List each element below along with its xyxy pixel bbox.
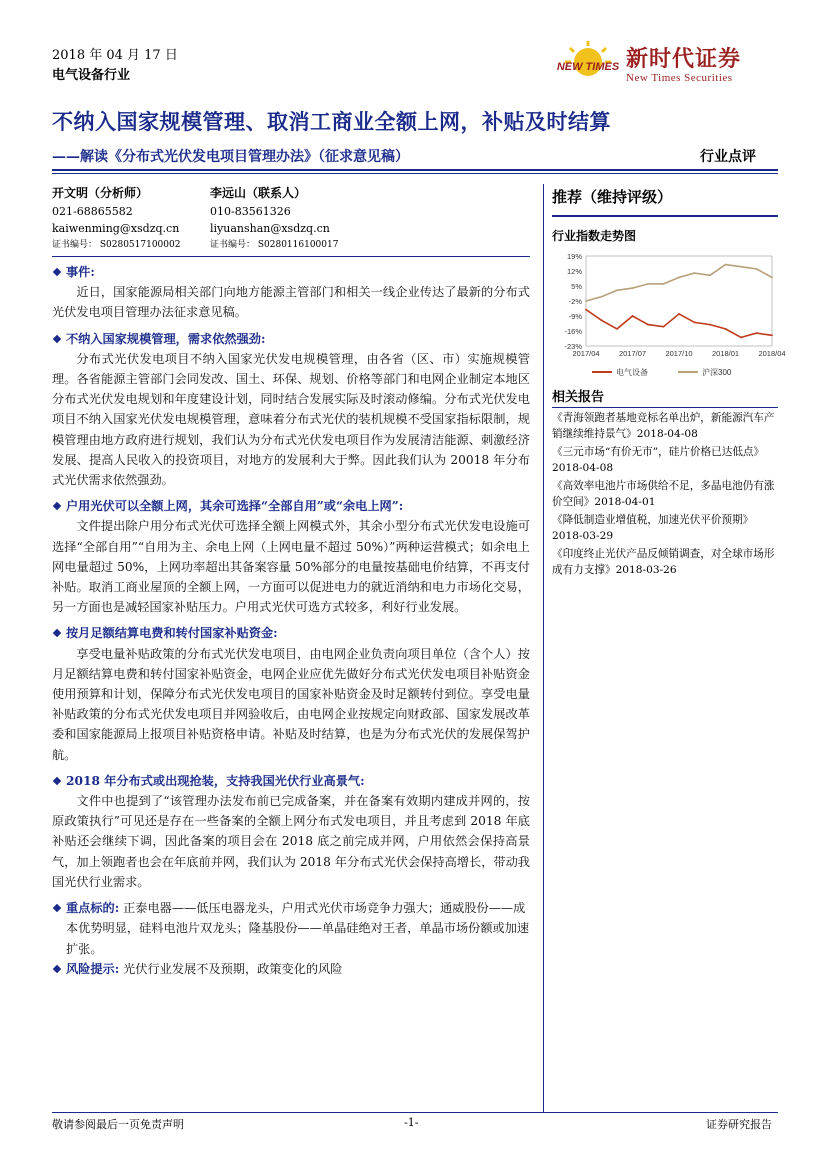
report-date: 2018-04-01 [594, 496, 656, 508]
report-date: 2018-03-26 [615, 564, 677, 576]
analyst-1 [52, 186, 180, 252]
stocks-head: 重点标的: [66, 901, 120, 916]
report-date: 2018-04-08 [552, 462, 614, 474]
section-head: 事件: [52, 262, 530, 282]
data-point [678, 277, 680, 279]
data-point [647, 324, 649, 326]
column-divider [543, 184, 544, 1112]
x-tick-label: 2018/04 [758, 349, 786, 358]
footer-type: 证券研究报告 [706, 1118, 772, 1131]
industry-label: 电气设备行业 [52, 68, 131, 83]
y-tick-label: 5% [571, 282, 582, 291]
report-item[interactable] [552, 546, 778, 578]
section-2018 [52, 771, 530, 892]
data-point [725, 328, 727, 330]
y-tick-label: -9% [568, 312, 582, 321]
analyst-2 [210, 186, 338, 252]
stocks-text: 正泰电器——低压电器龙头，户用式光伏市场竞争力强大；通威股份——成本优势明显，硅料电池片双龙头；隆基股份——单晶硅绝对王者，单晶市场份额或加速扩张。 [66, 901, 530, 956]
chart-title: 行业指数走势图 [552, 229, 637, 243]
section-settlement [52, 623, 530, 764]
y-tick-label: 19% [566, 252, 582, 261]
analyst-phone: 021-68865582 [52, 205, 133, 218]
data-point [709, 274, 711, 276]
logo-company-en: New Times Securities [626, 72, 733, 84]
sidebar [552, 184, 786, 578]
x-tick-label: 2017/10 [665, 349, 693, 358]
report-item[interactable] [552, 410, 778, 442]
logo [556, 40, 620, 90]
rating: 推荐（维持评级） [552, 188, 673, 206]
data-point [601, 296, 603, 298]
report-item[interactable] [552, 512, 778, 544]
report-title: 不纳入国家规模管理、取消工商业全额上网，补贴及时结算 [52, 109, 611, 134]
report-title[interactable]: 《降低制造业增值税，加速光伏平价预期》 [552, 514, 754, 526]
logo-badge: NEW TIMES [556, 61, 620, 73]
related-reports [552, 410, 778, 578]
data-point [709, 324, 711, 326]
section-risk [52, 959, 530, 979]
footer-disclaimer: 敬请参阅最后一页免责声明 [52, 1118, 184, 1131]
report-date: 2018-03-29 [552, 530, 614, 542]
legend-label: 电气设备 [616, 368, 648, 377]
data-point [647, 283, 649, 285]
analyst-name: 李远山（联系人） [210, 186, 307, 200]
data-point [585, 300, 587, 302]
data-point [756, 332, 758, 334]
risk-head: 风险提示: [66, 961, 120, 976]
data-point [678, 313, 680, 315]
data-point [725, 264, 727, 266]
legend-label: 沪深300 [702, 368, 732, 377]
section-head: 按月足额结算电费和转付国家补贴资金: [52, 623, 530, 643]
report-title[interactable]: 《青海领跑者基地竞标名单出炉，新能源汽车产销继续维持景气》 [552, 412, 775, 440]
data-point [771, 277, 773, 279]
data-point [740, 337, 742, 339]
report-subtitle: ——解读《分布式光伏发电项目管理办法》（征求意见稿） [52, 149, 409, 165]
y-tick-label: 12% [566, 267, 582, 276]
data-point [585, 309, 587, 311]
x-tick-label: 2018/01 [711, 349, 740, 358]
section-scale [52, 329, 530, 491]
section-head: 不纳入国家规模管理，需求依然强劲: [52, 329, 530, 349]
analyst-cert: 证书编号： S0280116100017 [210, 240, 339, 250]
title-divider-thin [52, 173, 778, 174]
report-item[interactable] [552, 444, 778, 476]
y-tick-label: -23% [564, 342, 582, 351]
data-point [616, 328, 618, 330]
section-household [52, 496, 530, 617]
series-line-hs300 [586, 265, 772, 301]
data-point [616, 289, 618, 291]
section-head: 户用光伏可以全额上网，其余可选择“全部自用”或“余电上网”: [52, 496, 530, 516]
plot-frame [586, 256, 772, 346]
data-point [663, 283, 665, 285]
data-point [694, 322, 696, 324]
section-paragraph: 分布式光伏发电项目不纳入国家光伏发电规模管理，由各省（区、市）实施规模管理。各省能源主管部门会同发改、国土、环保、规划、价格等部门和电网企业制定本地区分布式光伏发电规划和年度建设计划，同时结合发展实际及时滚动修编。分布式光伏发电项目不纳入国家光伏发电规模管理，意味着分布式光伏的装机规模不受国家指标限制，规模管理由地方政府进行规划，我们认为分布式光伏发电项目作为发展清洁能源、刺激经济发展、提高人民收入的投资项目，对地方的发展利大于弊。因此我们认为 20018 年分布式光伏需求依然强劲。 [52, 351, 530, 488]
data-point [601, 319, 603, 321]
section-head: 2018 年分布式或出现抢装，支持我国光伏行业高景气: [52, 771, 530, 791]
section-paragraph: 享受电量补贴政策的分布式光伏发电项目，由电网企业负责向项目单位（含个人）按月足额结算电费和转付国家补贴资金，电网企业应优先做好分布式光伏发电项目补贴资金使用预算和计划，保障分布式光伏发电项目的国家补贴资金及时足额转付到位。享受电量补贴政策的分布式光伏发电项目并网验收后，由电网企业按规定向财政部、国家发展改革委和国家能源局上报项目补贴资格申请。补贴及时结算，也是为分布式光伏的发展保驾护航。 [52, 646, 530, 762]
report-item[interactable] [552, 478, 778, 510]
data-point [771, 334, 773, 336]
y-tick-label: -16% [564, 327, 582, 336]
section-paragraph: 文件提出除户用分布式光伏可选择全额上网模式外，其余小型分布式光伏发电设施可选择“全部自用”“自用为主、余电上网（上网电量不超过 50%）”两种运营模式；如余电上网电量超过 50%，上网功率超出其备案容量 50%部分的电量按基础电价结算，不再支付补贴。取消工商业屋顶的全额上网，一方面可以促进电力的就近消纳和电力市场化交易，另一方面也是减轻国家补贴压力。户用式光伏可选方式较多，利好行业发展。 [52, 519, 530, 615]
section-paragraph: 文件中也提到了“该管理办法发布前已完成备案，并在备案有效期内建成并网的，按原政策执行”可见还是存在一些备案的全额上网分布式发电项目，并且考虑到 2018 年底补贴还会继续下调，因此备案的项目会在 2018 底之前完成并网，户用依然会保持高景气，加上领跑者也会在年底前并网，我们认为 2018 年分布式光伏会保持高增长，带动我国光伏行业需求。 [52, 794, 530, 889]
body-column [52, 262, 530, 979]
data-point [740, 266, 742, 268]
analyst-phone: 010-83561326 [210, 205, 291, 218]
risk-text: 光伏行业发展不及预期，政策变化的风险 [123, 961, 343, 976]
report-title[interactable]: 《高效率电池片市场供给不足，多晶电池仍有涨价空间》 [552, 480, 775, 508]
title-divider [52, 169, 778, 171]
section-stocks [52, 898, 530, 959]
data-point [632, 315, 634, 317]
analyst-email[interactable]: liyuanshan@xsdzq.cn [210, 222, 330, 235]
analyst-email[interactable]: kaiwenming@xsdzq.cn [52, 222, 180, 235]
report-date: 2018-04-08 [636, 428, 698, 440]
footer-divider [52, 1112, 778, 1113]
data-point [694, 272, 696, 274]
index-chart [552, 250, 786, 380]
page-number: -1- [404, 1116, 419, 1129]
rating-divider [552, 215, 778, 217]
data-point [663, 326, 665, 328]
doc-type: 行业点评 [700, 149, 756, 165]
logo-company-cn: 新时代证券 [626, 46, 742, 72]
data-point [756, 268, 758, 270]
logo-sun-icon [556, 40, 620, 90]
section-paragraph: 近日，国家能源局相关部门向地方能源主管部门和相关一线企业传达了最新的分布式光伏发电项目管理办法征求意见稿。 [52, 285, 530, 320]
analyst-name: 开文明（分析师） [52, 186, 149, 200]
section-event [52, 262, 530, 323]
report-date: 2018 年 04 月 17 日 [52, 48, 178, 63]
analyst-cert: 证书编号： S0280517100002 [52, 240, 181, 250]
x-tick-label: 2017/04 [572, 349, 600, 358]
x-tick-label: 2017/07 [618, 349, 647, 358]
reports-title: 相关报告 [552, 386, 778, 408]
report-title[interactable]: 《印度终止光伏产品反倾销调查，对全球市场形成有力支撑》 [552, 548, 775, 576]
data-point [632, 287, 634, 289]
y-tick-label: -2% [568, 297, 582, 306]
analyst-divider [52, 256, 530, 257]
report-title[interactable]: 《三元市场“有价无市”，硅片价格已达低点》 [552, 446, 765, 458]
